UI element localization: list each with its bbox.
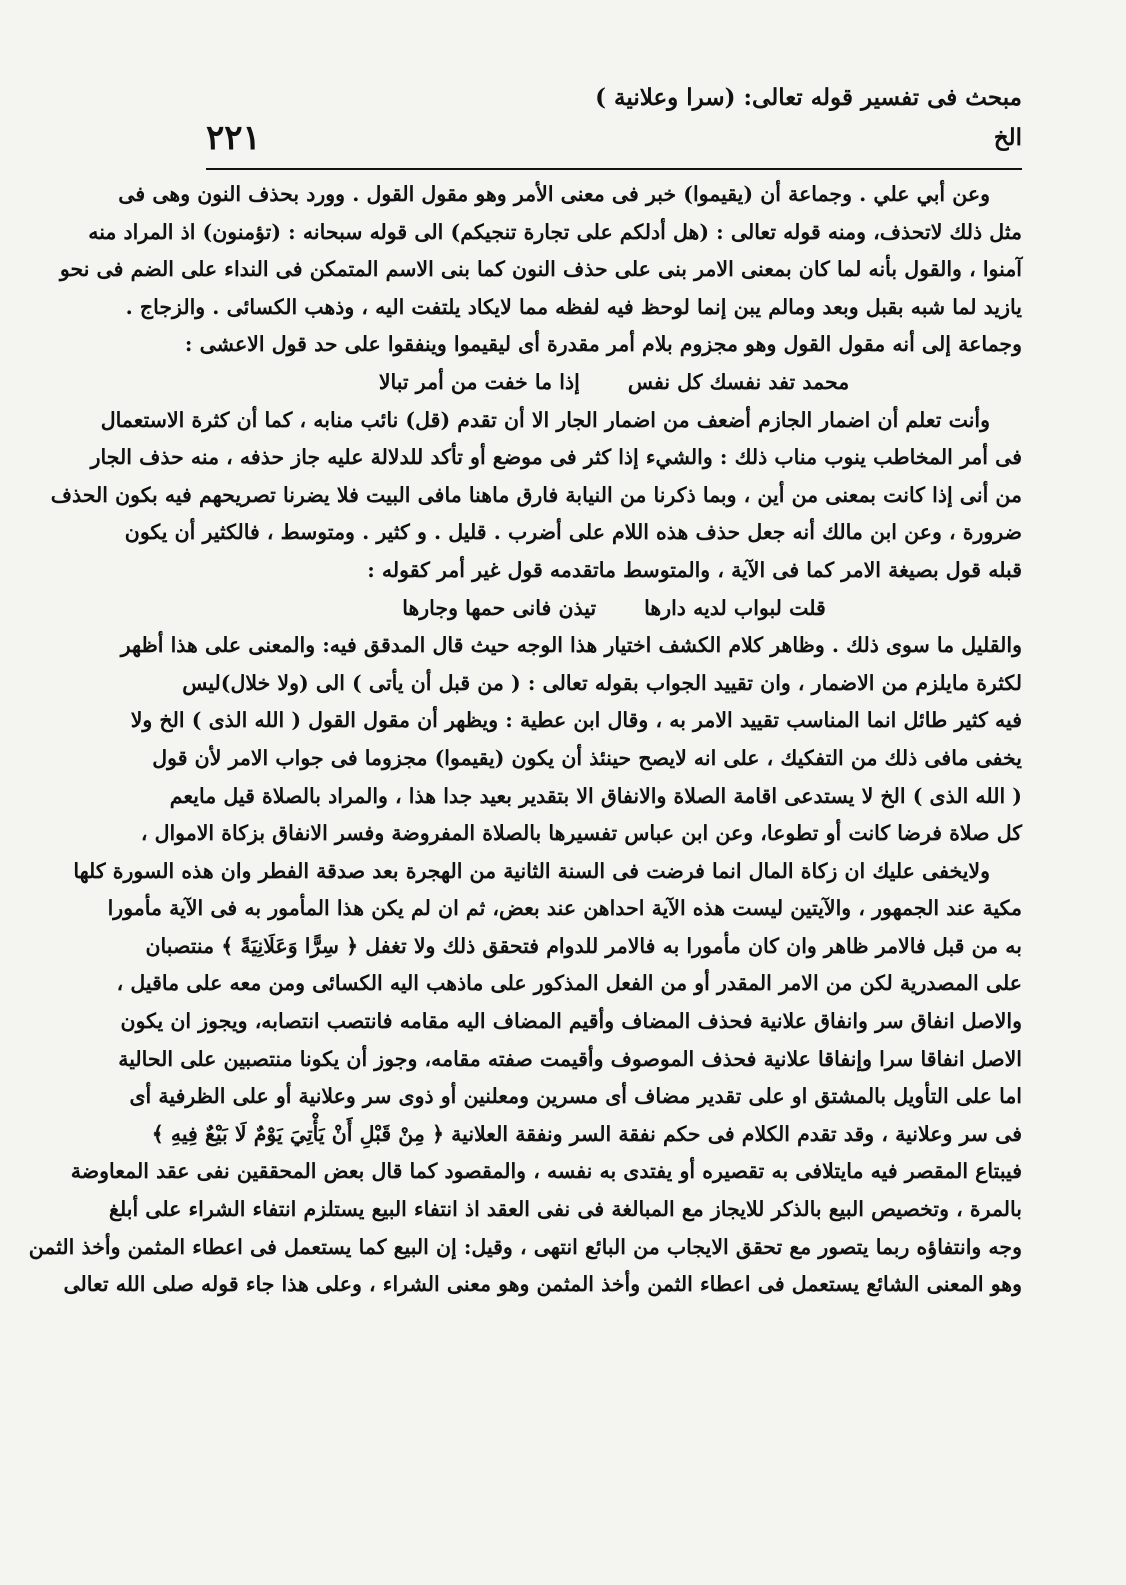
text-line: والقليل ما سوى ذلك . وظاهر كلام الكشف اختيار هذا الوجه حيث قال المدقق فيه: والمعنى على هذا أظهر: [120, 633, 1022, 658]
text-line: الاصل انفاقا سرا وإنفاقا علانية فحذف الموصوف وأقيمت صفته مقامه، وجوز أن يكونا منتصبين على الحالية: [118, 1046, 1022, 1071]
page-number: ٢٢١: [206, 118, 261, 158]
text-line-with-quran: [145, 928, 1022, 966]
verse-hemistich: محمد تفد نفسك كل نفس: [627, 369, 850, 394]
text-line: وجه وانتفاؤه ربما يتصور مع تحقق الايجاب من البائع انتهى ، وقيل: إن البيع كما يستعمل فى اعطاء المثمن وأخذ الثمن: [28, 1234, 1022, 1259]
text-line-with-quran: [151, 1116, 1022, 1154]
poetry-verse: [206, 364, 1022, 402]
verse-hemistich: إذا ما خفت من أمر تبالا: [378, 369, 580, 394]
quran-quote: ﴿ سِرًّا وَعَلَانِيَةً ﴾: [221, 933, 359, 958]
running-title: مبحث فى تفسير قوله تعالى: (سرا وعلانية ) الخ: [595, 84, 1022, 151]
body-text: [28, 176, 1022, 1304]
text-line: مثل ذلك لاتحذف، ومنه قوله تعالى : (هل أدلكم على تجارة تنجيكم) الى قوله سبحانه : (تؤمنون) اذ المراد منه: [88, 219, 1022, 244]
verse-hemistich: قلت لبواب لديه دارها: [644, 595, 826, 620]
text-segment: فى سر وعلانية ، وقد تقدم الكلام فى حكم نفقة السر ونفقة العلانية: [451, 1121, 1022, 1146]
text-line: مكية عند الجمهور ، والآيتين ليست هذه الآية احداهن عند بعض، ثم ان لم يكن هذا المأمور به فى الآية مأمورا: [107, 896, 1022, 921]
text-line: لكثرة مايلزم من الاضمار ، وان تقييد الجواب بقوله تعالى : ( من قبل أن يأتى ) الى (ولا خلال)ليس: [182, 670, 1022, 695]
text-line: كل صلاة فرضا كانت أو تطوعا، وعن ابن عباس تفسيرها بالصلاة المفروضة وفسر الانفاق بزكاة الاموال ،: [140, 821, 1022, 846]
text-line: يخفى مافى ذلك من التفكيك ، على انه لايصح حينئذ أن يكون (يقيموا) مجزوما فى جواب الامر لأن قول: [152, 745, 1022, 770]
text-line: اما على التأويل بالمشتق او على تقدير مضاف أى مسرين ومعلنين أو ذوى سر وعلانية أو على الظرفية أى: [129, 1084, 1022, 1109]
text-segment: منتصبان: [145, 933, 215, 958]
text-line: من أنى إذا كانت بمعنى من أين ، وبما ذكرنا من النيابة فارق ماهنا مافى البيت فلا يضرنا تصريحهم فيه بكون الحذف: [50, 482, 1022, 507]
text-line: قبله قول بصيغة الامر كما فى الآية ، والمتوسط ماتقدمه قول غير أمر كقوله :: [367, 557, 1022, 582]
text-line: فى أمر المخاطب ينوب مناب ذلك : والشيء إذا كثر فى موضع أو تأكد للدلالة عليه جاز حذفه ، منه حذف الجار: [90, 445, 1022, 470]
text-line: والاصل انفاق سر وانفاق علانية فحذف المضاف وأقيم المضاف اليه مقامه فانتصب انتصابه، ويجوز ان يكون: [120, 1009, 1022, 1034]
text-line: وعن أبي علي . وجماعة أن (يقيموا) خبر فى معنى الأمر وهو مقول القول . وورد بحذف النون وهى فى: [118, 182, 990, 206]
quran-quote: ﴿ مِنْ قَبْلِ أَنْ يَأْتِيَ يَوْمٌ لَا بَيْعٌ فِيهِ ﴾: [151, 1121, 445, 1146]
text-line: ( الله الذى ) الخ لا يستدعى اقامة الصلاة والانفاق الا بتقدير بعيد جدا هذا ، والمراد بالصلاة قيل مايعم: [169, 783, 1022, 808]
text-line: يازيد لما شبه بقبل وبعد ومالم يبن إنما لوحظ فيه لفظه مما لايكاد يلتفت اليه ، وذهب الكسائى . والزجاج .: [125, 294, 1022, 319]
text-line: بالمرة ، وتخصيص البيع بالذكر للايجاز مع المبالغة فى نفى العقد اذ انتفاء البيع يستلزم انتفاء الشراء على أبلغ: [109, 1197, 1022, 1222]
page-header: [206, 84, 1022, 158]
text-line: وجماعة إلى أنه مقول القول وهو مجزوم بلام أمر مقدرة أى ليقيموا وينفقوا على حد قول الاعشى :: [184, 332, 1022, 357]
header-rule: [206, 168, 1022, 170]
text-line: فيبتاع المقصر فيه مايتلافى به تقصيره أو يفتدى به نفسه ، والمقصود كما قال بعض المحققين نفى عقد المعاوضة: [70, 1159, 1022, 1184]
verse-hemistich: تيذن فانى حمها وجارها: [402, 595, 597, 620]
poetry-verse: [206, 590, 1022, 628]
text-line: ولايخفى عليك ان زكاة المال انما فرضت فى السنة الثانية من الهجرة بعد صدقة الفطر وان هذه السورة كلها: [73, 858, 990, 883]
text-line: آمنوا ، والقول بأنه لما كان بمعنى الامر بنى على حذف النون كما بنى الاسم المتمكن فى النداء على الضم فى نحو: [59, 257, 1022, 282]
text-segment: به من قبل فالامر ظاهر وان كان مأمورا به فالامر للدوام فتحقق ذلك ولا تغفل: [365, 933, 1022, 958]
text-line: على المصدرية لكن من الامر المقدر أو من الفعل المذكور على ماذهب اليه الكسائى ومن معه على ماقيل ،: [116, 971, 1022, 996]
text-line: وهو المعنى الشائع يستعمل فى اعطاء الثمن وأخذ المثمن وهو معنى الشراء ، وعلى هذا جاء قوله صلى الله تعالى: [63, 1272, 1022, 1297]
text-line: ضرورة ، وعن ابن مالك أنه جعل حذف هذه اللام على أضرب . قليل . و كثير . ومتوسط ، فالكثير أن يكون: [124, 520, 1022, 545]
text-line: فيه كثير طائل انما المناسب تقييد الامر به ، وقال ابن عطية : ويظهر أن مقول القول ( الله الذى ) الخ ولا: [130, 708, 1022, 733]
text-line: وأنت تعلم أن اضمار الجازم أضعف من اضمار الجار الا أن تقدم (قل) نائب منابه ، كما أن كثرة الاستعمال: [100, 407, 990, 432]
